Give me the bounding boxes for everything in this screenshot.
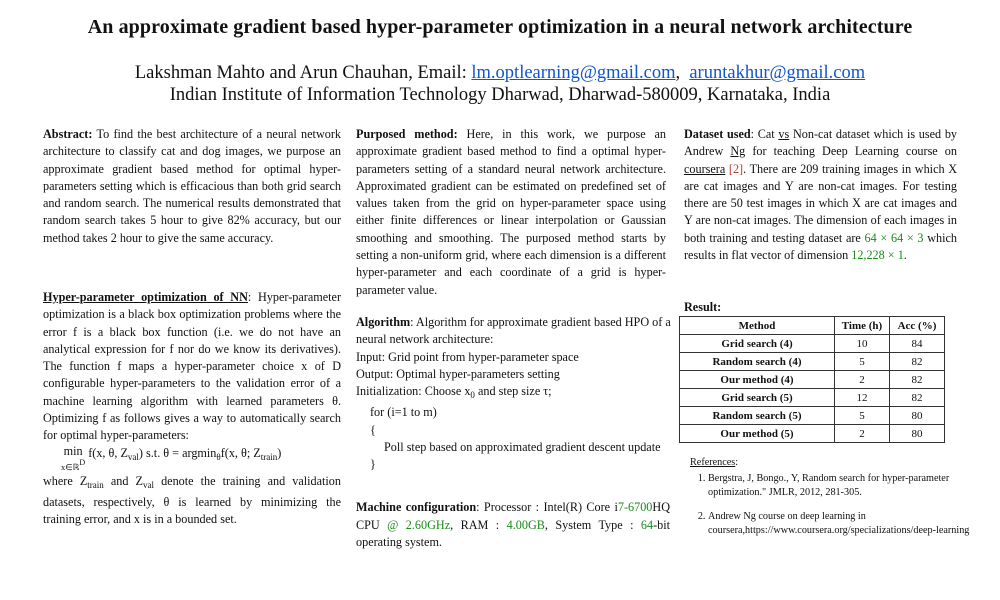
acc-cell: 82 [890, 353, 945, 371]
dataset-dimension: 64 × 64 × 3 [864, 230, 924, 245]
machine-ram: 4.00GB [506, 517, 545, 532]
acc-cell: 80 [890, 407, 945, 425]
dataset-citation[interactable]: [2] [728, 161, 744, 176]
hpo-section [43, 289, 341, 529]
time-cell: 2 [835, 371, 890, 389]
acc-cell: 82 [890, 371, 945, 389]
algorithm-body: Poll step based on approximated gradient descent update [384, 440, 661, 455]
algorithm-box [356, 314, 674, 474]
algorithm-open-brace: { [370, 422, 376, 437]
hpo-heading: Hyper-parameter optimization of NN [43, 290, 248, 304]
dataset-heading: Dataset used [684, 127, 751, 141]
formula-min-word: min [63, 443, 83, 458]
machine-cpu-model: 7-6700 [617, 500, 653, 514]
affiliation: Indian Institute of Information Technology Dharwad, Dharwad-580009, Karnataka, India [169, 85, 831, 105]
proposed-heading: Purposed method: [356, 127, 458, 141]
references-heading-line [690, 456, 970, 470]
machine-text-3: , RAM : [450, 517, 507, 532]
email-link-2[interactable]: aruntakhur@gmail.com [689, 63, 866, 83]
abstract-heading: Abstract: [43, 127, 93, 141]
method-cell: Grid search (4) [680, 335, 835, 353]
reference-item: 2. Andrew Ng course on deep learning in coursera,https://www.coursera.org/specializations/deep-learning [708, 510, 970, 538]
table-row [680, 407, 945, 425]
time-cell: 5 [835, 353, 890, 371]
references-colon: : [735, 457, 739, 468]
formula-under-text: x∈ℝ [61, 461, 80, 472]
machine-text-2: HQ CPU [356, 500, 670, 532]
hpo-text-2b: and Z [103, 473, 143, 488]
acc-cell: 80 [890, 425, 945, 443]
machine-text-5: -bit operating system. [356, 517, 671, 549]
dataset-flat-dimension: 12,228 × 1 [851, 248, 904, 263]
formula-body-2-sub: θ [216, 451, 221, 462]
hpo-formula [43, 445, 341, 473]
table-row [680, 371, 945, 389]
time-cell: 2 [835, 425, 890, 443]
dataset-coursera: coursera [684, 161, 726, 176]
dataset-text-2: Non-cat dataset which is used by Andrew [684, 127, 958, 159]
machine-cpu-speed: @ 2.60GHz [387, 517, 451, 532]
formula-body-4: ) [277, 445, 282, 460]
reference-item: 1. Bergstra, J, Bongo., Y, Random search for hyper-parameter optimization." JMLR, 2012, 281-305. [708, 472, 970, 500]
machine-bits: 64 [640, 517, 654, 532]
algorithm-init-b: and step size τ; [474, 384, 552, 399]
dataset-text-1: : Cat [750, 127, 779, 141]
proposed-method-section [356, 126, 666, 299]
algorithm-input: Input: Grid point from hyper-parameter space [356, 349, 579, 364]
formula-min [61, 445, 85, 473]
acc-cell: 82 [890, 389, 945, 407]
author-line [0, 62, 1000, 84]
time-cell: 12 [835, 389, 890, 407]
table-row [680, 425, 945, 443]
method-cell: Grid search (5) [680, 389, 835, 407]
method-cell: Random search (5) [680, 407, 835, 425]
hpo-text-2c: denote the training and validation datasets, respectively, θ is learned by minimizing the training error, and x is in a bounded set. [43, 473, 341, 527]
hpo-text-2a: where Z [43, 473, 88, 488]
algorithm-title-text: : Algorithm for approximate gradient based HPO of a neural network architecture: [356, 315, 671, 347]
email-separator: , [675, 63, 681, 83]
references-heading: References [690, 457, 736, 468]
machine-section [356, 499, 670, 552]
formula-body-2: ) s.t. θ = argmin [138, 445, 217, 460]
machine-text-1: : Processor : Intel(R) Core i [476, 500, 618, 514]
method-cell: Random search (4) [680, 353, 835, 371]
formula-body: f(x, θ, Z [88, 445, 128, 460]
table-row [680, 353, 945, 371]
table-row [680, 389, 945, 407]
algorithm-init-sub: 0 [470, 390, 475, 401]
algorithm-close-brace: } [370, 457, 376, 472]
dataset-vs: vs [778, 127, 790, 141]
algorithm-init [356, 383, 674, 404]
hpo-text-2b-sub: val [143, 479, 154, 490]
time-cell: 10 [835, 335, 890, 353]
formula-under-sup: D [79, 457, 86, 467]
method-cell: Our method (4) [680, 371, 835, 389]
proposed-text: Here, in this work, we purpose an approximate gradient based method to find a optimal hyper-parameters setting of a standard neural network architecture. Approximated gradient can be estimated on predefined set of values taken from the grid on hyper-parameter space using either finite differences or linear interpolation or Gaussian smoothing and smoothing. The purposed method starts by setting a non-uniform grid, where each dimension is a different hyper-parameter and each coordinate of a grid is hyper-parameter value. [356, 127, 667, 297]
table-row [680, 335, 945, 353]
method-cell: Our method (5) [680, 425, 835, 443]
formula-body-3-sub: train [260, 451, 278, 462]
algorithm-loop: for (i=1 to m) [370, 405, 437, 420]
hpo-text-2a-sub: train [87, 479, 104, 490]
algorithm-heading: Algorithm [356, 315, 411, 329]
column-header-method: Method [680, 317, 835, 335]
algorithm-init-a: Initialization: Choose x [356, 384, 471, 399]
machine-text-4: , System Type : [544, 517, 641, 532]
hpo-text-1: : Hyper-parameter optimization is a black box optimization problems where the error f is a black box function (i.e. we do not have an analytical expression for f nor do we know its derivatives). The function f maps a hyper-parameter choice x of D configurable hyper-parameters to the validation error of a machine learning algorithm with learned parameters θ. Optimizing f as follows gives a way to automatically search for optimal hyper-parameters: [43, 290, 341, 443]
author-names: Lakshman Mahto and Arun Chauhan, Email: [134, 63, 467, 83]
dataset-text-7: . [903, 248, 907, 263]
machine-heading: Machine configuration [356, 500, 477, 514]
column-header-acc: Acc (%) [890, 317, 945, 335]
algorithm-line-1 [356, 314, 674, 349]
formula-under [61, 457, 86, 472]
result-heading: Result: [684, 300, 722, 314]
dataset-text-5: . There are 209 training images in which X are cat images and Y are non-cat images. For testing there are 50 test images in which X are cat images and Y are non-cat images. The dimension of each images in both training and testing dataset are [684, 161, 957, 245]
results-header-row [680, 317, 945, 335]
abstract-section [43, 126, 341, 247]
dataset-ng: Ng [730, 144, 746, 159]
references-section [690, 456, 970, 548]
author-block [0, 62, 1000, 106]
paper-title: An approximate gradient based hyper-parameter optimization in a neural network architecture [87, 16, 913, 38]
dataset-text-3: for teaching Deep Learning course on [745, 144, 957, 159]
formula-body-3: f(x, θ; Z [220, 445, 261, 460]
time-cell: 5 [835, 407, 890, 425]
column-header-time: Time (h) [835, 317, 890, 335]
results-table [679, 316, 945, 443]
references-list [690, 472, 970, 538]
dataset-section [684, 126, 957, 264]
email-link-1[interactable]: lm.optlearning@gmail.com [471, 63, 676, 83]
dataset-text-6: which results in flat vector of dimension [684, 230, 957, 263]
abstract-text: To find the best architecture of a neural network architecture to classify cat and dog images, we purpose an approximate gradient based method for optimal hyper-parameters setting which is efficacious than both grid search and random search. The numerical results demonstrated that random search takes 5 hour to give 82% accuracy, but our method takes 2 hour to give the same accuracy. [43, 127, 341, 245]
acc-cell: 84 [890, 335, 945, 353]
algorithm-output: Output: Optimal hyper-parameters setting [356, 366, 560, 381]
formula-body-sub: val [127, 451, 139, 462]
